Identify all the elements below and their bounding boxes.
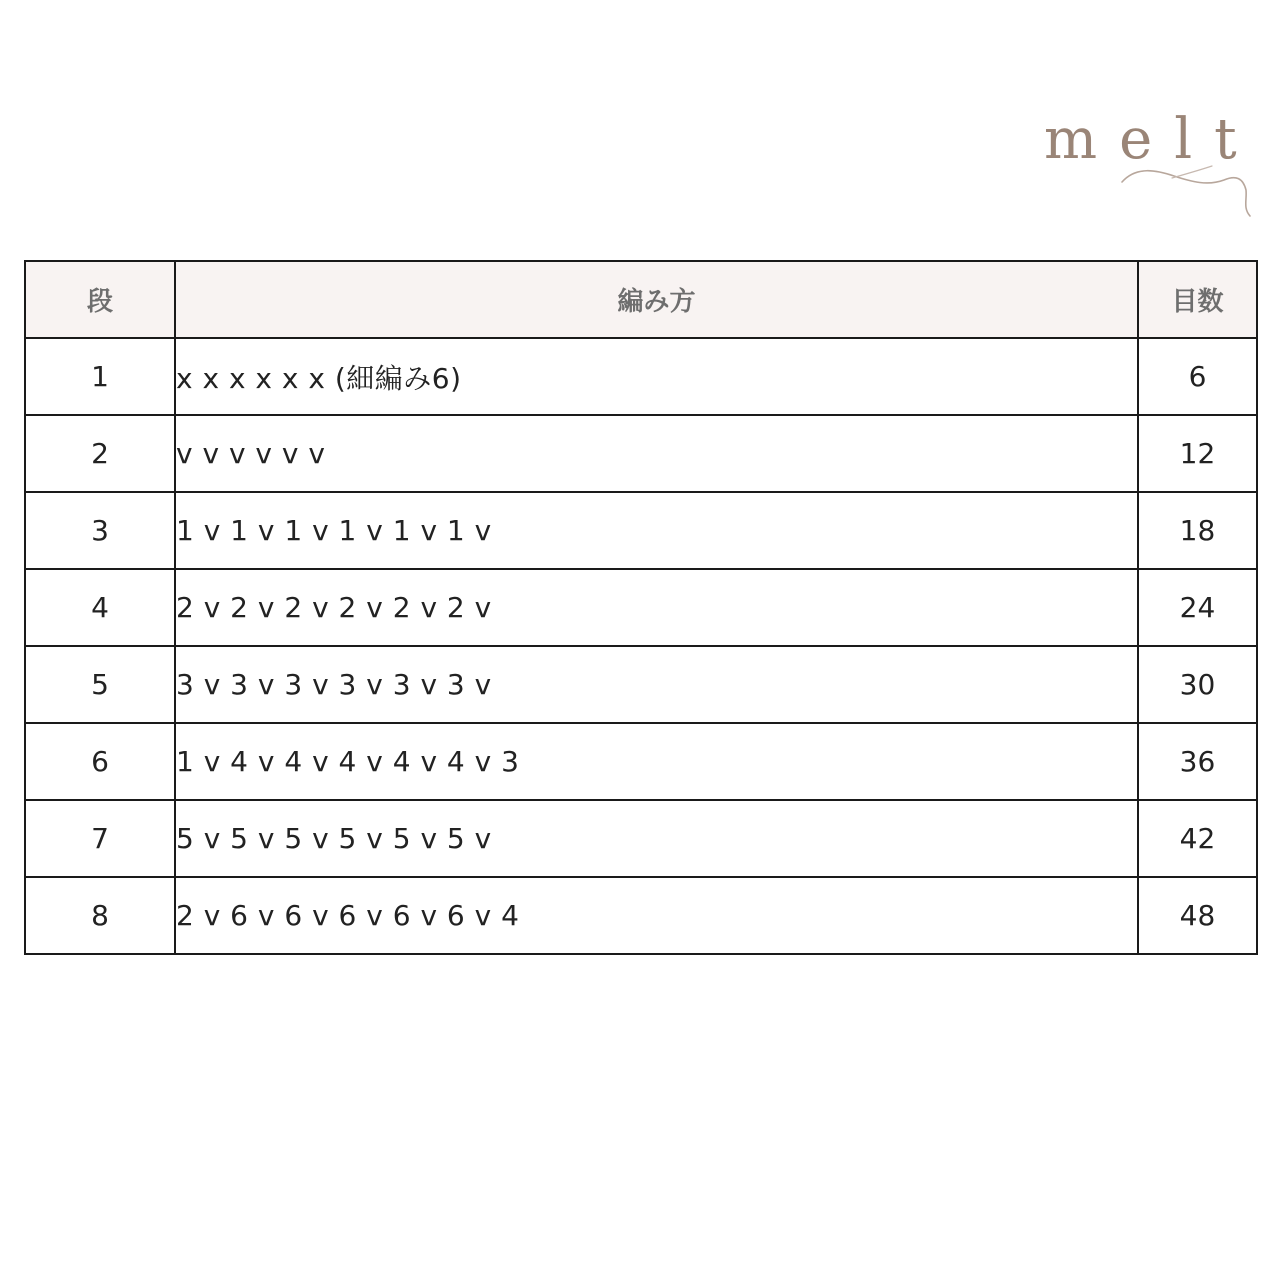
- brand-logo: [1040, 100, 1260, 225]
- row-instructions: 3 v 3 v 3 v 3 v 3 v 3 v: [175, 646, 1138, 723]
- row-number: 4: [25, 569, 175, 646]
- row-instructions: 5 v 5 v 5 v 5 v 5 v 5 v: [175, 800, 1138, 877]
- column-header-row-number: 段: [25, 261, 175, 338]
- row-number: 6: [25, 723, 175, 800]
- table-row: [25, 492, 1257, 569]
- table-row: [25, 415, 1257, 492]
- row-number: 2: [25, 415, 175, 492]
- row-stitch-count: 42: [1138, 800, 1257, 877]
- row-instructions: 2 v 6 v 6 v 6 v 6 v 6 v 4: [175, 877, 1138, 954]
- row-number: 8: [25, 877, 175, 954]
- row-stitch-count: 24: [1138, 569, 1257, 646]
- row-stitch-count: 12: [1138, 415, 1257, 492]
- row-instructions: 1 v 4 v 4 v 4 v 4 v 4 v 3: [175, 723, 1138, 800]
- table-row: [25, 338, 1257, 415]
- column-header-stitch-count: 目数: [1138, 261, 1257, 338]
- column-header-instructions: 編み方: [175, 261, 1138, 338]
- table-row: [25, 569, 1257, 646]
- table-row: [25, 800, 1257, 877]
- row-stitch-count: 30: [1138, 646, 1257, 723]
- row-instructions: v v v v v v: [175, 415, 1138, 492]
- table-header-row: [25, 261, 1257, 338]
- logo-swash-icon: [1040, 100, 1260, 225]
- row-number: 7: [25, 800, 175, 877]
- row-stitch-count: 36: [1138, 723, 1257, 800]
- row-number: 3: [25, 492, 175, 569]
- table-row: [25, 877, 1257, 954]
- row-stitch-count: 48: [1138, 877, 1257, 954]
- brand-logo-text: melt: [1044, 107, 1259, 172]
- crochet-pattern-table: [24, 260, 1258, 955]
- row-number: 5: [25, 646, 175, 723]
- table-row: [25, 646, 1257, 723]
- row-stitch-count: 6: [1138, 338, 1257, 415]
- row-instructions: 2 v 2 v 2 v 2 v 2 v 2 v: [175, 569, 1138, 646]
- table-row: [25, 723, 1257, 800]
- row-stitch-count: 18: [1138, 492, 1257, 569]
- row-instructions: 1 v 1 v 1 v 1 v 1 v 1 v: [175, 492, 1138, 569]
- row-number: 1: [25, 338, 175, 415]
- row-instructions: x x x x x x (細編み6): [175, 338, 1138, 415]
